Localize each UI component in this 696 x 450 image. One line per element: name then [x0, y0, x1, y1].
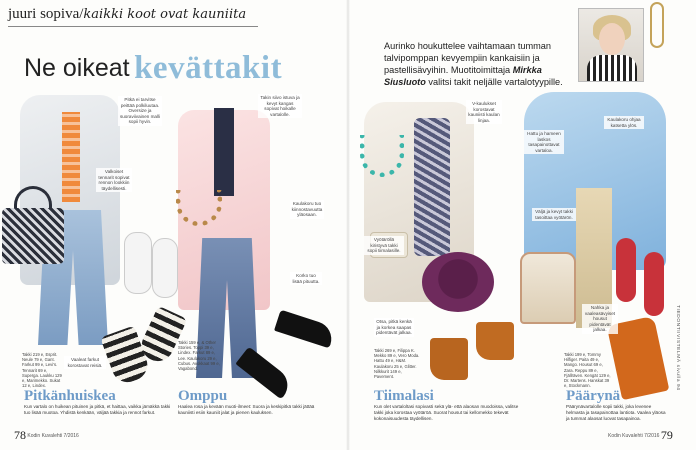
tan-boot-image	[476, 322, 514, 360]
tan-boot-image	[430, 338, 468, 380]
checked-bag-image	[2, 208, 64, 264]
white-sneaker-image	[124, 232, 152, 294]
callout: Vyötäröllä kiristyvä takki sopii tiimalasille.	[364, 236, 404, 255]
kicker-rule	[8, 26, 258, 27]
section-title: Päärynä	[566, 388, 621, 404]
callout: Korko tuo lisää pituutta.	[290, 272, 322, 285]
canvas-backpack-image	[520, 252, 576, 324]
callout: Takin siivo istuva ja kevyt kangas sopivat hoikalle vartalolle.	[258, 94, 302, 118]
section-body: Haalea rosa ja kevään muoti-ilmeet: Suora ja keskipitkä takki jättää kauniisti esiin kauniit jalat ja pienen kauluksen.	[178, 404, 315, 415]
red-shoe-image	[616, 238, 636, 302]
callout: Kaulakoru ohjaa katsetta ylös.	[604, 116, 644, 129]
page-title	[24, 50, 282, 87]
section-kicker	[8, 6, 246, 23]
callout: Vaaleat farkut korostavat reisiä.	[64, 356, 106, 369]
section-body: Kun olet vartaloltasi sopivasti sekä ylä- että alaosan muodoissa, valitse takki joka korostaa vyötäröä. Suorat housut tai kellomekko tekevät kokonaisuudesta täydellisen.	[374, 404, 519, 421]
intro-author: Mirkka Siusluoto	[384, 65, 542, 87]
callout: Otsa, pitkä kenkä ja korkea saapas pidentävät jalkaa.	[374, 318, 414, 337]
section-title: Tiimalasi	[374, 388, 434, 404]
item-list: Takki 219 e, Esprit. Neule 79 e, Gant. Farkut 99 e, Levi's. Tennarit 69 e, Superga. Laukku 129 e, Marimekko. Sukat 12 e, Lindex.	[22, 352, 62, 389]
title-accent: kevättakit	[134, 50, 283, 86]
purple-hat-image	[422, 252, 494, 312]
navy-top-image	[214, 108, 234, 196]
section-title: Pitkänhuiskea	[24, 388, 116, 404]
kicker-script: kaikki koot ovat kauniita	[83, 7, 247, 22]
vertical-tag: TIEDONTIIVISTELMÄ sivulla 94	[675, 305, 680, 391]
paperclip-icon	[650, 2, 664, 48]
callout: Väljä ja kevyt takki tasoittaa vyötärön.	[532, 208, 576, 221]
item-list: Takki 159 e, & Other Stories. Toppi 39 e, Lindex. Farkut 89 e, Lee. Kaulakoru 29 e, Cubus. Avokkaat 99 e, Vagabond.	[178, 340, 220, 372]
turquoise-necklace-image	[360, 135, 404, 177]
red-shoe-image	[644, 252, 664, 316]
white-sneaker-image	[152, 238, 178, 298]
section-title: Omppu	[178, 388, 228, 404]
item-list: Takki 269 e, Filippa K. Mekko 89 e, Vero Moda. Hattu 49 e, H&M. Kaulakoru 25 e, Glitter. Nilkkurit 149 e, Pavement.	[374, 348, 420, 380]
callout: V-kaulukset korostavat kauniisti kaulan linjaa.	[466, 100, 502, 124]
section-body: Kun vartalo on huikean pituinen ja pitkä, et haittaa, vaikka jämäkkä takki tuo lisää muotoa. Yhdistä kenkään, väljää takkia ja rennot farkut.	[24, 404, 171, 415]
callout: Nahka ja vaaleasävyiset housut pidentävät jalkaa.	[582, 304, 618, 334]
striped-sweater-image	[62, 112, 80, 202]
callout: Pitkä ei tarvitse peittää polkiluutaa. Oversize ja suoraviivainen malli sopii hyvin.	[119, 97, 161, 125]
kicker-plain: juuri sopiva/	[8, 6, 84, 22]
right-folio	[608, 428, 673, 443]
intro-after: valitsi takit neljälle vartalotyypille.	[428, 77, 563, 87]
callout: Kaulakoru tuo kiinnostavuutta yläosaan.	[291, 201, 323, 218]
left-folio-text: Kodin Kuvalehti 7/2016	[27, 432, 79, 439]
page-gutter	[346, 0, 350, 450]
callout: Hattu ja hameen laskos tasapainottavat vartaloa.	[524, 130, 564, 154]
author-portrait	[578, 8, 644, 82]
intro-text	[384, 40, 584, 88]
right-folio-text: Kodin Kuvalehti 7/2016	[608, 432, 660, 439]
intro-before: Aurinko houkuttelee vaihtamaan tumman talvipomppan kevyempiin kankaisiin ja pastellisävyihin. Muotitoimittaja	[384, 41, 552, 75]
left-folio	[14, 428, 79, 443]
title-plain: Ne oikeat	[24, 54, 130, 82]
right-page-number: 79	[660, 428, 673, 442]
item-list: Takki 199 e, Tommy Hilfiger. Paita 49 e, Mango. Housut 69 e, Zara. Reppu 89 e, Fjällräven. Kengät 129 e, Dr. Martens. Hanskat 39 e, Stockmann.	[564, 352, 611, 389]
section-body: Päärynävartalolle sopii takki, joka levenee helmasta ja tasapainottaa lantiota. Vaalea yläosa ja tummat alaosat luovat tasapainoa.	[566, 404, 666, 421]
callout: Valkoiset tennarit sopivat rennon lookkiin täydellisesti.	[96, 168, 132, 192]
patterned-dress-image	[414, 118, 450, 256]
portrait-face	[599, 23, 625, 55]
portrait-body	[587, 55, 637, 82]
left-page-number: 78	[14, 428, 26, 442]
